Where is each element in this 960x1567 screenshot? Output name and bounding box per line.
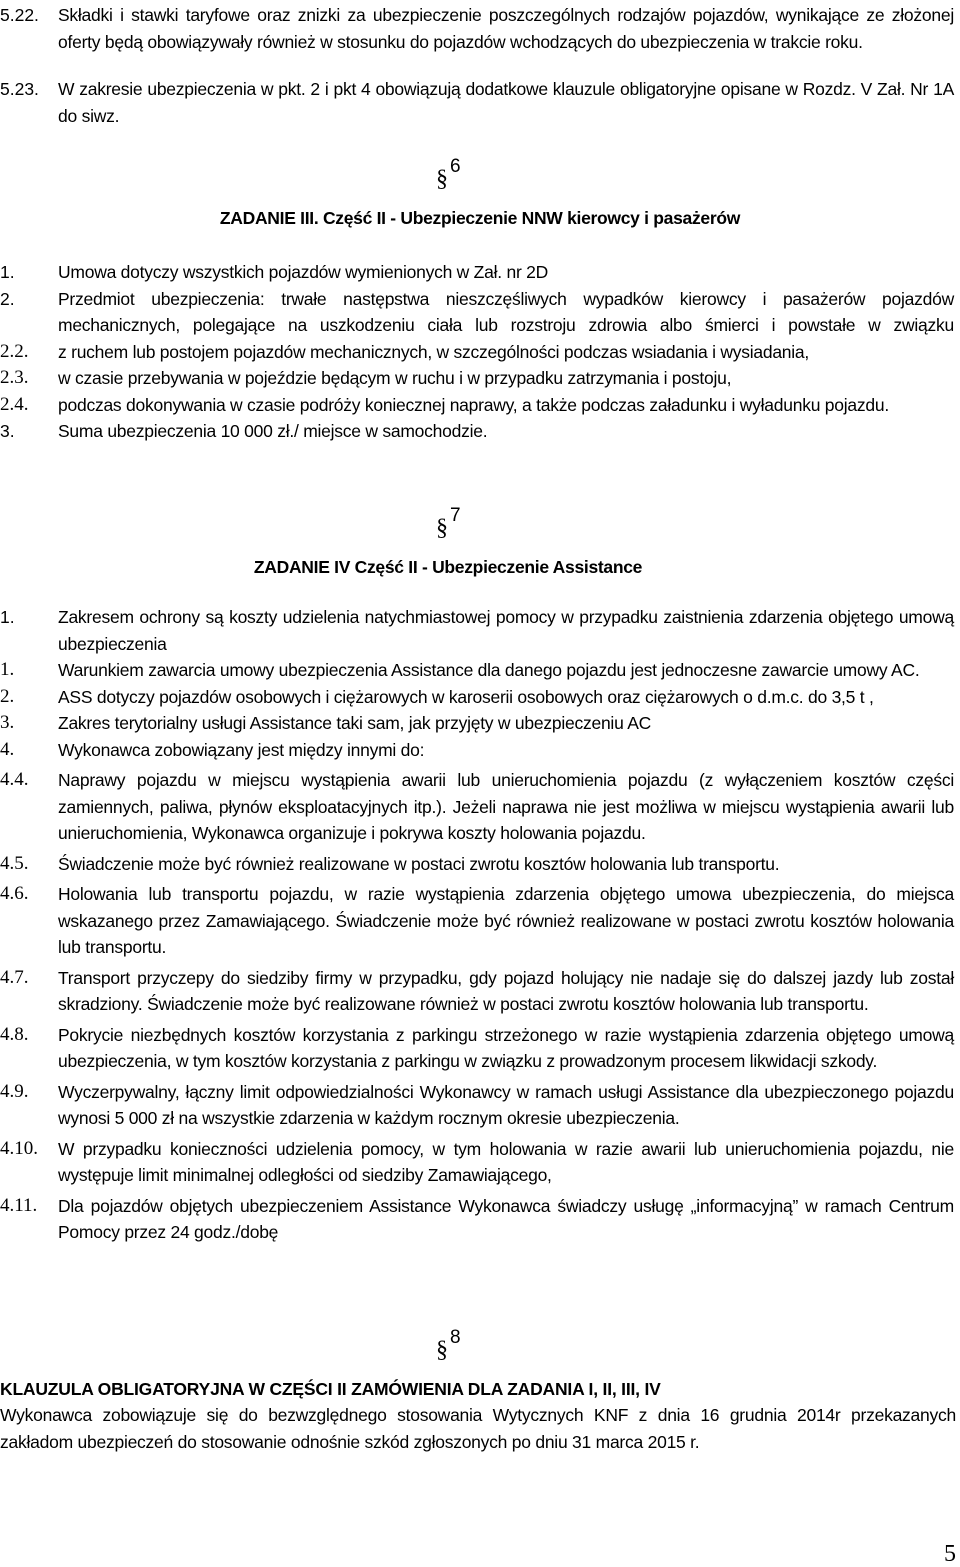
clause-5-22	[0, 2, 958, 55]
item-number: 4.11.	[0, 1194, 38, 1216]
section-6-items	[0, 259, 958, 445]
section-number: 7	[450, 505, 461, 526]
section-sign: §	[436, 166, 448, 192]
section-sign: §	[436, 1337, 448, 1363]
list-item	[0, 1136, 958, 1189]
item-text: W przypadku konieczności udzielenia pomocy, w tym holowania w razie awarii lub unieruchomienia pojazdu, nie występuje limit minimalnej odległości od siedziby Zamawiającego,	[58, 1138, 954, 1185]
item-text: Warunkiem zawarcia umowy ubezpieczenia Assistance dla danego pojazdu jest jednoczesne zawarcie umowy AC.	[58, 660, 920, 680]
item-number: 2.4.	[0, 393, 29, 415]
list-item	[0, 259, 958, 286]
clause-number: 5.22.	[0, 5, 39, 25]
item-number: 4.4.	[0, 769, 29, 790]
item-text: Przedmiot ubezpieczenia: trwałe następstwa nieszczęśliwych wypadków kierowcy i pasażerów pojazdów mechanicznych, polegające na uszkodzeniu ciała lub rozstroju zdrowia albo śmierci i powstałe w związku	[58, 288, 954, 335]
page-number: 5	[944, 1540, 956, 1567]
paragraph-sign-7	[436, 503, 476, 543]
item-text: Dla pojazdów objętych ubezpieczeniem Assistance Wykonawca świadczy usługę „informacyjną” w ramach Centrum Pomocy przez 24 godz./dobę	[58, 1195, 954, 1242]
list-item	[0, 1022, 958, 1075]
item-number: 4.	[0, 738, 15, 760]
item-number: 1.	[0, 607, 15, 627]
paragraph-sign-8	[436, 1325, 476, 1365]
item-number: 4.8.	[0, 1023, 29, 1045]
list-item	[0, 710, 958, 737]
item-number: 4.6.	[0, 883, 29, 904]
item-text: Zakresem ochrony są koszty udzielenia natychmiastowej pomocy w przypadku zaistnienia zdarzenia objętego umową ubezpieczenia	[58, 607, 954, 654]
item-number: 2.3.	[0, 367, 29, 388]
item-text: podczas dokonywania w czasie podróży koniecznej naprawy, a także podczas załadunku i wyładunku pojazdu.	[58, 394, 889, 415]
list-item	[0, 657, 958, 684]
item-number: 2.	[0, 685, 15, 707]
item-text: Wyczerpywalny, łączny limit odpowiedzialności Wykonawcy w ramach usługi Assistance dla ubezpieczonego pojazdu wynosi 5 000 zł na wszystkie zdarzenia w każdym rocznym okresie ubezpieczenia.	[58, 1081, 954, 1128]
list-item	[0, 1193, 958, 1246]
item-number: 2.	[0, 288, 15, 309]
list-item	[0, 737, 958, 764]
item-number: 1.	[0, 659, 15, 680]
item-number: 4.7.	[0, 966, 29, 988]
section-7-items	[0, 604, 958, 1246]
item-text: z ruchem lub postojem pojazdów mechanicznych, w szczególności podczas wsiadania i wysiadania,	[58, 341, 810, 362]
section-heading-7: ZADANIE IV Część II - Ubezpieczenie Assistance	[253, 557, 643, 577]
clause-heading: KLAUZULA OBLIGATORYJNA W CZĘŚCI II ZAMÓWIENIA DLA ZADANIA I, II, III, IV	[0, 1379, 661, 1399]
list-item	[0, 339, 958, 366]
item-text: Transport przyczepy do siedziby firmy w przypadku, gdy pojazd holujący nie nadaje się do dalszej jazdy lub został skradziony. Świadczenie może być realizowane również w postaci zwrotu kosztów holowania lub transportu.	[58, 967, 954, 1014]
list-item	[0, 418, 958, 445]
item-text: Świadczenie może być również realizowane w postaci zwrotu kosztów holowania lub transportu.	[58, 853, 780, 874]
section-number: 8	[450, 1327, 461, 1348]
section-heading-6: ZADANIE III. Część II - Ubezpieczenie NNW kierowcy i pasażerów	[219, 208, 741, 228]
item-number: 3.	[0, 712, 15, 733]
section-sign: §	[436, 515, 448, 541]
clause-text: Składki i stawki taryfowe oraz znizki za ubezpieczenie poszczególnych rodzajów pojazdów, wynikające ze złożonej oferty będą obowiązywały również w stosunku do pojazdów wchodzących do ubezpieczenia w trakcie roku.	[58, 5, 954, 52]
list-item	[0, 604, 958, 657]
item-text: Zakres terytorialny usługi Assistance taki sam, jak przyjęty w ubezpieczeniu AC	[58, 713, 652, 733]
item-text: Wykonawca zobowiązany jest między innymi do:	[58, 739, 425, 760]
clause-number: 5.23.	[0, 79, 39, 99]
paragraph-sign-6	[436, 154, 476, 194]
list-item	[0, 965, 958, 1018]
item-number: 1.	[0, 262, 15, 282]
item-text: ASS dotyczy pojazdów osobowych i ciężarowych w karoserii osobowych oraz ciężarowych o d.m.c. do 3,5 t ,	[58, 686, 874, 707]
item-text: Suma ubezpieczenia 10 000 zł./ miejsce w samochodzie.	[58, 421, 488, 441]
clause-body: Wykonawca zobowiązuje się do bezwzględnego stosowania Wytycznych KNF z dnia 16 grudnia 2014r przekazanych zakładom ubezpieczeń do stosowanie odnośnie szkód zgłoszonych po dniu 31 marca 2015 r.	[0, 1405, 956, 1452]
item-text: Naprawy pojazdu w miejscu wystąpienia awarii lub unieruchomienia pojazdu (z wyłączeniem kosztów części zamiennych, paliwa, płynów eksploatacyjnych itp.). Jeżeli naprawa nie jest możliwa w miejscu wystąpienia awarii lub unieruchomienia, Wykonawca organizuje i pokrywa koszty holowania pojazdu.	[58, 770, 954, 843]
clause-text: W zakresie ubezpieczenia w pkt. 2 i pkt 4 obowiązują dodatkowe klauzule obligatoryjne opisane w Rozdz. V Zał. Nr 1A do siwz.	[58, 79, 954, 126]
list-item	[0, 1079, 958, 1132]
list-item	[0, 392, 958, 419]
list-item	[0, 851, 958, 878]
section-number: 6	[450, 156, 461, 177]
item-text: w czasie przebywania w pojeździe będącym w ruchu i w przypadku zatrzymania i postoju,	[58, 368, 732, 388]
item-number: 4.5.	[0, 852, 29, 874]
item-number: 4.10.	[0, 1137, 38, 1159]
item-number: 4.9.	[0, 1080, 29, 1102]
item-text: Holowania lub transportu pojazdu, w razie wystąpienia zdarzenia objętego umowa ubezpieczenia, do miejsca wskazanego przez Zamawiającego. Świadczenie może być również realizowane w postaci zwrotu kosztów holowania lub transportu.	[58, 884, 954, 957]
item-number: 2.2.	[0, 340, 29, 362]
list-item	[0, 767, 958, 847]
list-item	[0, 286, 958, 339]
list-item	[0, 365, 958, 392]
item-number: 3.	[0, 421, 15, 441]
clause-5-23	[0, 76, 958, 129]
list-item	[0, 684, 958, 711]
item-text: Umowa dotyczy wszystkich pojazdów wymienionych w Zał. nr 2D	[58, 262, 548, 282]
list-item	[0, 881, 958, 961]
item-text: Pokrycie niezbędnych kosztów korzystania z parkingu strzeżonego w razie wystąpienia zdarzenia objętego umową ubezpieczenia, w tym kosztów korzystania z parkingu w związku z prowadzonym procesem likwidacji szkody.	[58, 1024, 954, 1071]
